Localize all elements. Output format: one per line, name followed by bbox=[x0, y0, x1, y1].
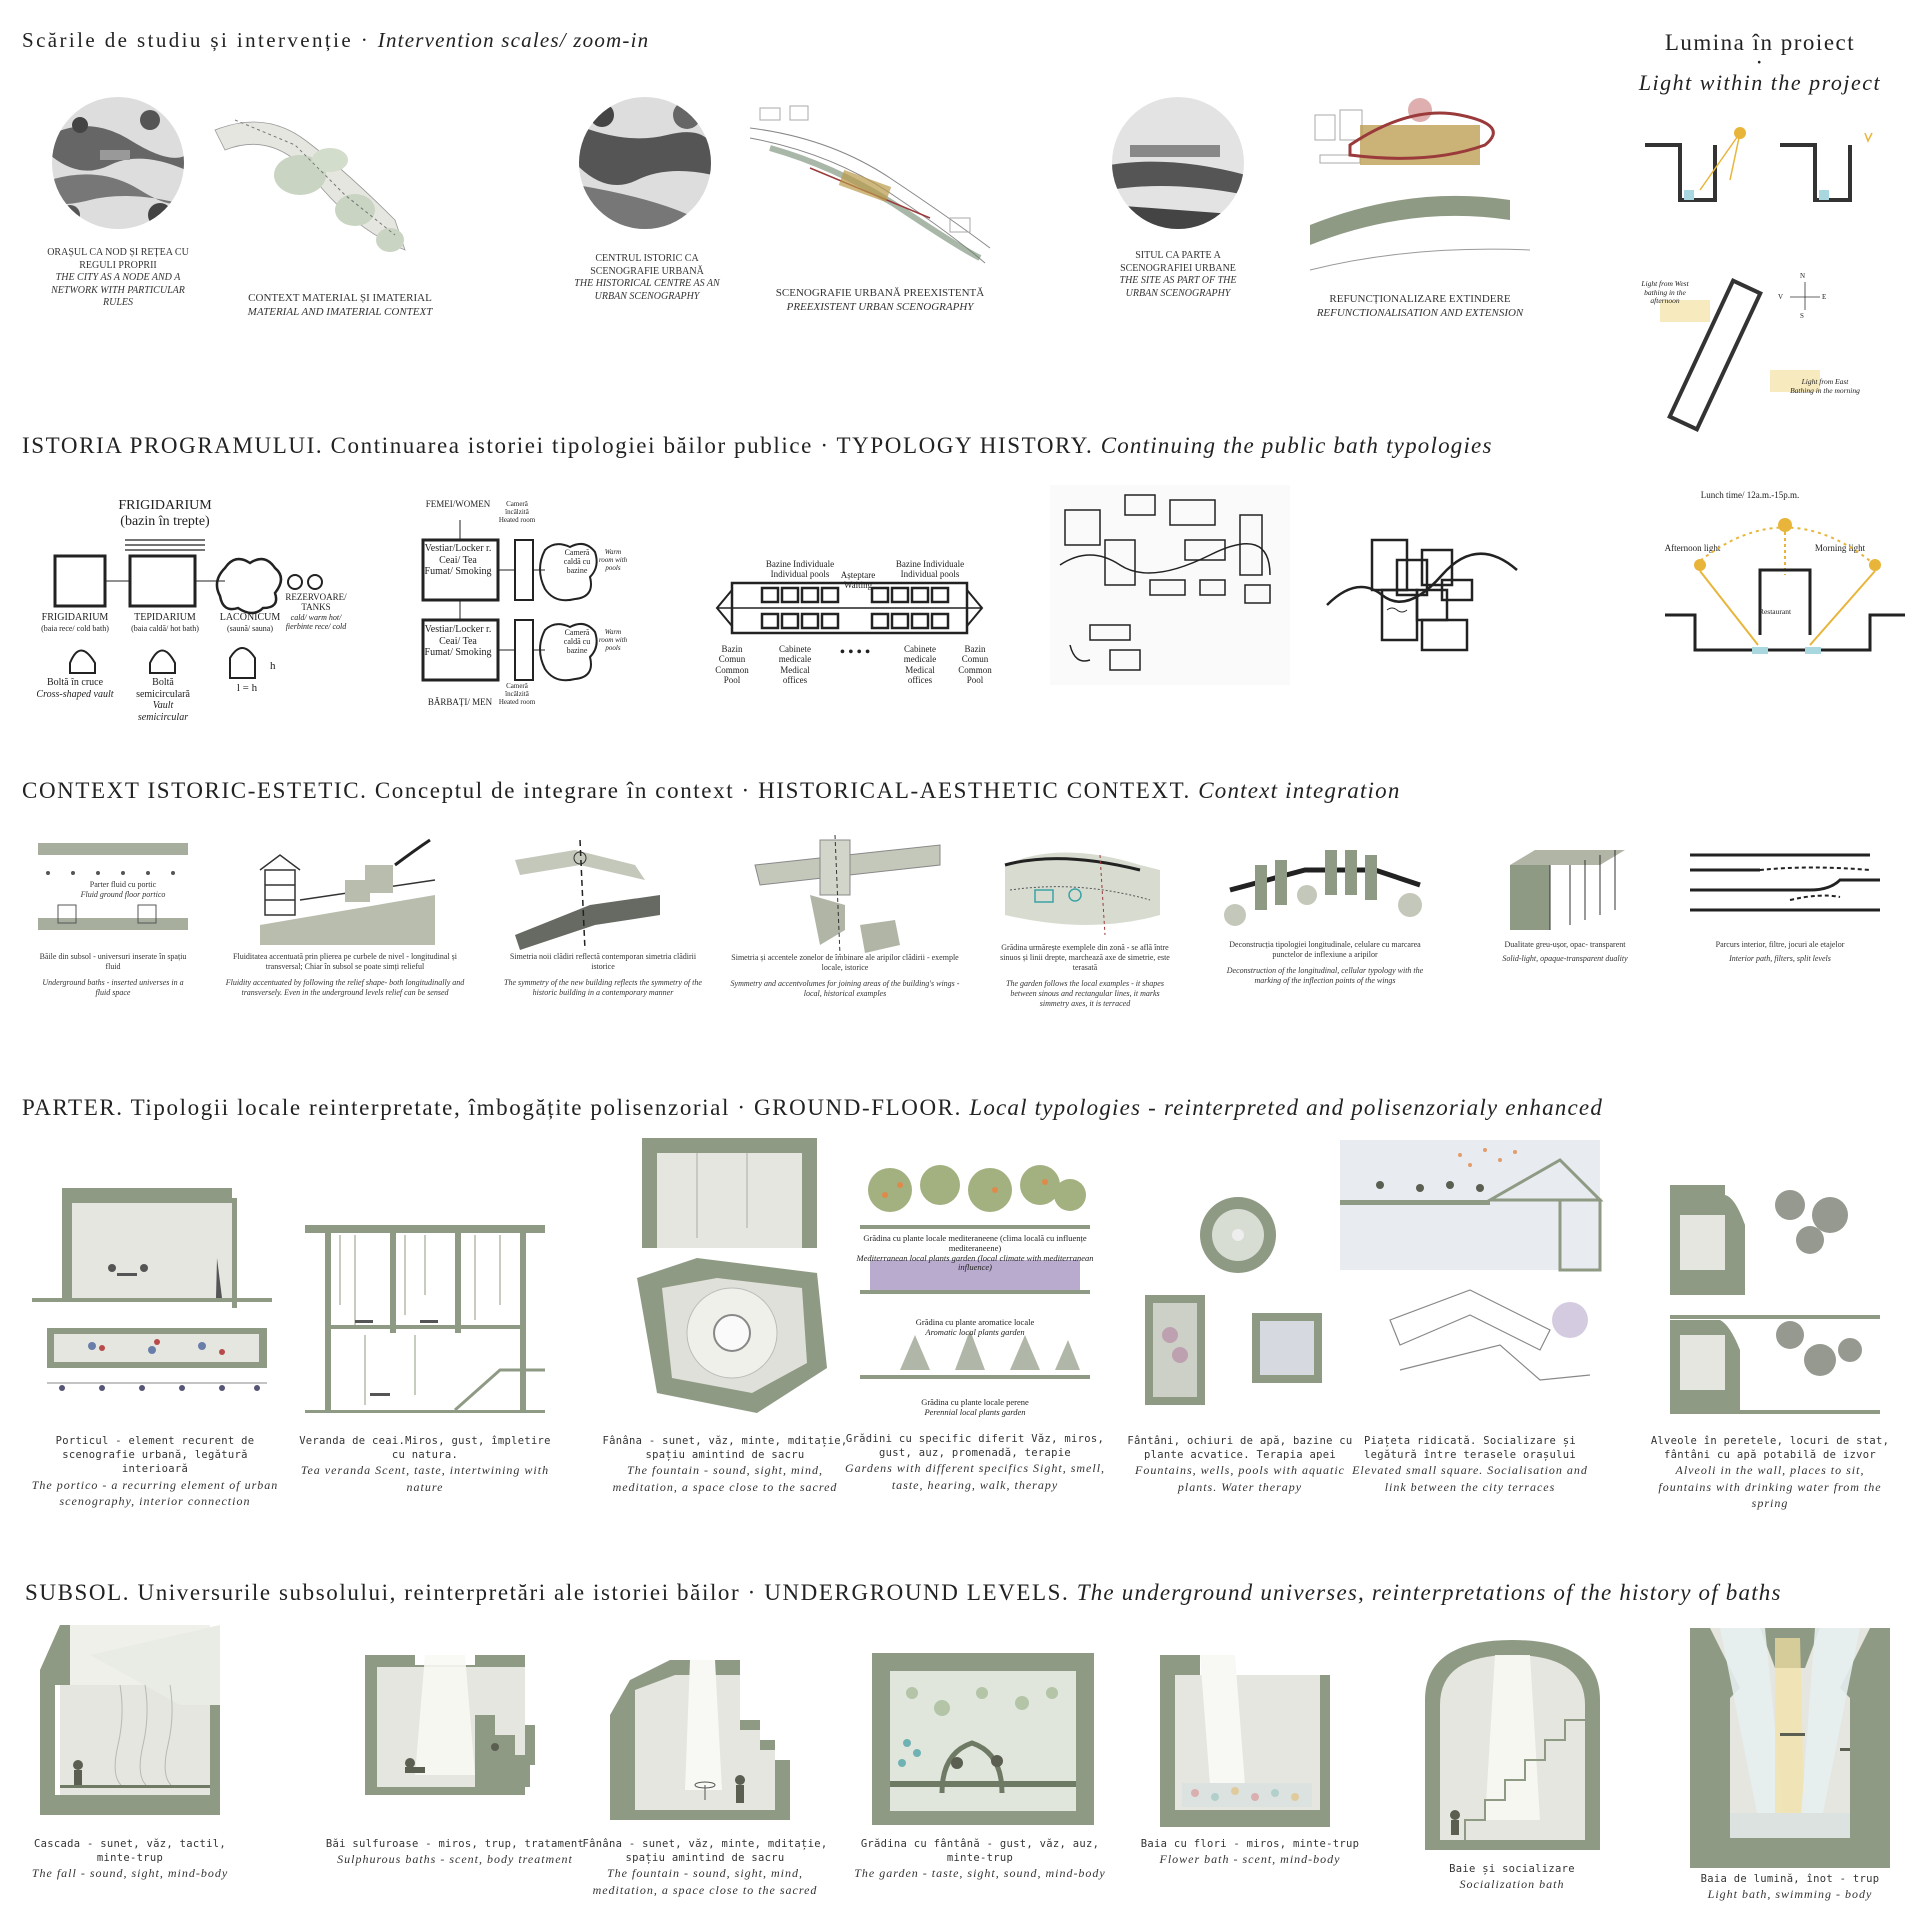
label-laconicum bbox=[215, 612, 285, 633]
caption-en: Solid-light, opaque-transparent duality bbox=[1502, 954, 1628, 963]
label-medical-offices-2: Cabinete medicale Medical offices bbox=[903, 644, 937, 686]
underground-social-bath-drawing bbox=[1425, 1640, 1600, 1850]
caption-ro: Grădina cu fântână - gust, văz, auz, minte-trup bbox=[860, 1838, 1100, 1865]
label-vestiar-1: Vestiar/Locker r. Ceai/ Tea Fumat/ Smoking bbox=[424, 543, 492, 577]
caption-ro: Grădina urmărește exemplele din zonă - se află între sinuos și linii drepte, marchează axe de simetrie, este terasată bbox=[1000, 943, 1170, 972]
aerial-photo-historic-centre bbox=[577, 95, 713, 231]
ground-alveoli-drawing bbox=[1670, 1185, 1880, 1420]
ground-caption-6 bbox=[1345, 1434, 1595, 1495]
caption-ro: SCENOGRAFIE URBANĂ PREEXISTENTĂ bbox=[775, 287, 985, 299]
refunctionalisation-plan bbox=[1310, 95, 1540, 275]
section-title-en-caps: HISTORICAL-AESTHETIC CONTEXT. bbox=[758, 778, 1191, 803]
label-afternoon-light: Afternoon light bbox=[1664, 543, 1721, 553]
label-individual-pools-2: Bazine Individuale Individual pools bbox=[895, 559, 965, 580]
underground-caption-2 bbox=[325, 1837, 585, 1867]
label-vestiar-2: Vestiar/Locker r. Ceai/ Tea Fumat/ Smoking bbox=[424, 624, 492, 658]
caption-en: The garden follows the local examples - it shapes between sinous and rectangular lines, it marks simmetry axes, it is terraced bbox=[1006, 979, 1164, 1008]
label: Boltă în cruce bbox=[46, 677, 104, 688]
label-waiting: Așteptare Waiting bbox=[840, 570, 876, 591]
label-warm-chamber-1: Cameră caldă cu bazine bbox=[563, 548, 591, 576]
light-title-ro: Lumina în proiect bbox=[1664, 30, 1856, 55]
label: Grădina cu plante locale mediteraneene (clima locală cu influențe mediteraneene) bbox=[863, 1233, 1087, 1253]
section-title-underground bbox=[25, 1580, 1782, 1606]
label-heated-room-2: Cameră încălzită Heated room bbox=[498, 682, 536, 707]
context-diagram-sketch bbox=[205, 100, 415, 280]
caption-en: The garden - taste, sight, sound, mind-body bbox=[854, 1866, 1106, 1881]
caption-ro: Baia de lumină, înot - trup bbox=[1700, 1873, 1880, 1885]
label-heated-room-1: Cameră încălzită Heated room bbox=[498, 500, 536, 525]
caption-en: Fountains, wells, pools with aquatic plants. Water therapy bbox=[1134, 1463, 1345, 1494]
label: Vault semicircular bbox=[137, 700, 189, 723]
label-frigidarium bbox=[35, 612, 115, 633]
context-diagram-deconstruction bbox=[1225, 845, 1425, 935]
caption-en: The portico - a recurring element of urban scenography, interior connection bbox=[31, 1477, 279, 1508]
section-title-en: Local typologies - reinterpreted and polisenzorialy enhanced bbox=[969, 1095, 1604, 1120]
compass-v: V bbox=[1778, 293, 1784, 301]
caption-en: Sulphurous baths - scent, body treatment bbox=[337, 1852, 573, 1867]
underground-sulphur-drawing bbox=[365, 1655, 555, 1820]
sketch-plan-1 bbox=[1050, 485, 1290, 685]
label: REZERVOARE/ TANKS bbox=[285, 592, 347, 613]
separator: · bbox=[729, 1095, 754, 1120]
caption-en: The fall - sound, sight, mind-body bbox=[31, 1866, 229, 1881]
context-caption-5 bbox=[995, 943, 1175, 1009]
section-title-en: Intervention scales/ zoom-in bbox=[377, 28, 650, 52]
caption-en: Flower bath - scent, mind-body bbox=[1159, 1852, 1341, 1867]
caption-en: THE SITE AS PART OF THE URBAN SCENOGRAPHY bbox=[1119, 275, 1237, 299]
caption-en: Gardens with different specifics Sight, smell, taste, hearing, walk, therapy bbox=[844, 1461, 1106, 1492]
caption-scale-3 bbox=[567, 253, 727, 303]
caption-ro: Băi sulfuroase - miros, trup, tratament bbox=[325, 1838, 585, 1850]
caption-ro: Fântâni, ochiuri de apă, bazine cu plante acvatice. Terapia apei bbox=[1127, 1435, 1353, 1462]
section-title-en-caps: UNDERGROUND LEVELS. bbox=[764, 1580, 1070, 1605]
context-caption-6 bbox=[1225, 940, 1425, 986]
context-diagram-duality bbox=[1505, 840, 1635, 940]
label: cald/ warm hot/ fierbinte rece/ cold bbox=[285, 612, 347, 631]
caption-en: Socialization bath bbox=[1459, 1877, 1565, 1892]
underground-fountain-drawing bbox=[610, 1660, 800, 1825]
label-lunch-time: Lunch time/ 12a.m.-15p.m. bbox=[1700, 490, 1800, 500]
label-warm-room-2: Warm room with pools bbox=[598, 628, 628, 653]
light-section-diagrams bbox=[1640, 125, 1890, 225]
label-femei: FEMEI/WOMEN bbox=[425, 499, 491, 509]
label: Grădina cu plante locale perene bbox=[921, 1397, 1029, 1407]
label: LACONICUM bbox=[219, 612, 281, 623]
label: (saună/ sauna) bbox=[227, 623, 273, 633]
label-warm-chamber-2: Cameră caldă cu bazine bbox=[563, 628, 591, 656]
underground-caption-3 bbox=[580, 1837, 830, 1898]
separator: · bbox=[353, 28, 378, 52]
section-title-ro: PARTER. Tipologii locale reinterpretate, îmbogățite polisenzorial bbox=[22, 1095, 730, 1120]
section-title-scales bbox=[22, 28, 649, 53]
caption-ro: Grădini cu specific diferit Văz, miros, gust, auz, promenadă, terapie bbox=[845, 1433, 1105, 1460]
caption-en: Deconstruction of the longitudinal, cellular typology with the marking of the inflection points of the wings bbox=[1226, 966, 1424, 985]
separator: · bbox=[740, 1580, 765, 1605]
label-individual-pools-1: Bazine Individuale Individual pools bbox=[765, 559, 835, 580]
caption-en: Elevated small square. Socialisation and link between the city terraces bbox=[1352, 1463, 1588, 1494]
label: Perennial local plants garden bbox=[924, 1406, 1026, 1417]
label-medical-offices-1: Cabinete medicale Medical offices bbox=[778, 644, 812, 686]
section-title-context bbox=[22, 778, 1401, 804]
caption-en: Alveoli in the wall, places to sit, fountains with drinking water from the spring bbox=[1658, 1463, 1882, 1510]
label-rezervoare bbox=[285, 592, 347, 631]
caption-ro: SITUL CA PARTE A SCENOGRAFIEI URBANE bbox=[1120, 250, 1236, 274]
label: FRIGIDARIUM bbox=[41, 612, 109, 623]
ground-caption-4 bbox=[840, 1432, 1110, 1493]
section-title-ro: ISTORIA PROGRAMULUI. Continuarea istoriei tipologiei băilor publice bbox=[22, 433, 813, 458]
context-caption-4 bbox=[730, 953, 960, 999]
caption-scale-6 bbox=[1305, 293, 1535, 321]
caption-en: REFUNCTIONALISATION AND EXTENSION bbox=[1316, 306, 1524, 319]
section-title-typology bbox=[22, 433, 1493, 459]
section-title-ground bbox=[22, 1095, 1603, 1121]
label: Aromatic local plants garden bbox=[925, 1326, 1025, 1337]
sketch-plan-2 bbox=[1322, 530, 1522, 660]
caption-en: The symmetry of the new building reflects the symmetry of the historic building in a contemporary manner bbox=[504, 978, 702, 997]
section-title-en: Continuing the public bath typologies bbox=[1100, 433, 1493, 458]
context-diagram-garden bbox=[1000, 845, 1170, 940]
ground-caption-5 bbox=[1120, 1434, 1360, 1495]
caption-ro: Deconstrucția tipologiei longitudinale, celulare cu marcarea punctelor de inflexiune a aripilor bbox=[1229, 940, 1421, 959]
context-caption-3 bbox=[498, 952, 708, 998]
caption-en: Tea veranda Scent, taste, intertwining with nature bbox=[300, 1463, 550, 1494]
underground-caption-5 bbox=[1140, 1837, 1360, 1867]
label: Boltă semicirculară bbox=[136, 677, 190, 700]
section-title-ro: SUBSOL. Universurile subsolului, reinterpretări ale istoriei băilor bbox=[25, 1580, 741, 1605]
light-title-en: Light within the project bbox=[1638, 70, 1882, 95]
ground-caption-3 bbox=[600, 1434, 850, 1495]
section-title-en: The underground universes, reinterpretations of the history of baths bbox=[1076, 1580, 1782, 1605]
label: (baia caldă/ hot bath) bbox=[131, 623, 199, 633]
compass-n: N bbox=[1800, 272, 1806, 280]
garden-label-1 bbox=[850, 1234, 1100, 1273]
ground-gardens-drawing bbox=[860, 1160, 1090, 1405]
label-bolta-semi bbox=[128, 677, 198, 723]
label: Grădina cu plante aromatice locale bbox=[915, 1317, 1035, 1327]
urban-scenography-map bbox=[750, 98, 990, 268]
label-barbati: BĂRBAȚI/ MEN bbox=[427, 697, 493, 707]
underground-garden-drawing bbox=[872, 1653, 1094, 1825]
ground-caption-2 bbox=[295, 1434, 555, 1495]
caption-ro: Dualitate greu-ușor, opac- transparent bbox=[1504, 940, 1626, 949]
caption-ro: Baia cu flori - miros, minte-trup bbox=[1140, 1838, 1360, 1850]
caption-scale-4 bbox=[750, 287, 1010, 315]
label-h: h bbox=[270, 660, 276, 672]
underground-caption-1 bbox=[20, 1837, 240, 1882]
caption-ro: Cascada - sunet, văz, tactil, minte-trup bbox=[33, 1838, 227, 1865]
garden-label-3 bbox=[850, 1398, 1100, 1418]
garden-label-2 bbox=[850, 1318, 1100, 1338]
label-light-west: Light from West bathing in the afternoon bbox=[1641, 279, 1689, 306]
label-lh: l = h bbox=[236, 682, 258, 694]
label: FRIGIDARIUM bbox=[118, 498, 212, 513]
caption-en: PREEXISTENT URBAN SCENOGRAPHY bbox=[786, 300, 974, 313]
label: Mediterranean local plants garden (local climate with mediterranean influence) bbox=[856, 1252, 1094, 1273]
section-title-en-caps: TYPOLOGY HISTORY. bbox=[836, 433, 1094, 458]
compass-e: E bbox=[1822, 293, 1827, 301]
label-restaurant: Restaurant bbox=[1758, 607, 1792, 616]
caption-en: Light bath, swimming - body bbox=[1707, 1887, 1873, 1902]
label-dots: • • • • bbox=[839, 645, 871, 660]
ground-elevated-square-drawing bbox=[1340, 1140, 1600, 1415]
ground-water-features-drawing bbox=[1140, 1195, 1340, 1425]
label-tepidarium bbox=[120, 612, 210, 633]
context-diagram-wings bbox=[750, 835, 940, 960]
caption-scale-1 bbox=[38, 247, 198, 310]
caption-en: Fluidity accentuated by following the relief shape- both longitudinally and transversely. Even in the underground levels relief can be sensed bbox=[225, 978, 465, 997]
underground-flower-bath-drawing bbox=[1160, 1655, 1340, 1827]
caption-en: MATERIAL AND IMATERIAL CONTEXT bbox=[247, 305, 433, 318]
underground-caption-7 bbox=[1680, 1872, 1900, 1902]
ground-fountain-drawing bbox=[637, 1138, 827, 1413]
underground-caption-6 bbox=[1402, 1862, 1622, 1892]
caption-en: Fluid ground floor portico bbox=[80, 890, 166, 899]
context-diagram-interior-path bbox=[1690, 845, 1880, 930]
caption-en: THE CITY AS A NODE AND A NETWORK WITH PARTICULAR RULES bbox=[51, 272, 185, 308]
section-title-ro: CONTEXT ISTORIC-ESTETIC. Conceptul de integrare în context bbox=[22, 778, 735, 803]
label-common-pool-2: Bazin Comun Common Pool bbox=[958, 644, 992, 686]
caption-ro: REFUNCȚIONALIZARE EXTINDERE bbox=[1329, 293, 1511, 305]
label: Cross-shaped vault bbox=[36, 688, 114, 700]
caption-ro: CENTRUL ISTORIC CA SCENOGRAFIE URBANĂ bbox=[590, 253, 704, 277]
caption-en: Underground baths - inserted universes in a fluid space bbox=[42, 978, 184, 997]
caption-en: The fountain - sound, sight, mind, meditation, a space close to the sacred bbox=[592, 1866, 818, 1897]
caption-ro: Simetria și accentele zonelor de îmbinare ale aripilor clădirii - exemple locale, istorice bbox=[731, 953, 959, 972]
label-common-pool-1: Bazin Comun Common Pool bbox=[715, 644, 749, 686]
light-title bbox=[1615, 30, 1905, 96]
caption-ro: Parcurs interior, filtre, jocuri ale etajelor bbox=[1715, 940, 1845, 949]
aerial-photo-city bbox=[50, 95, 186, 231]
roman-bath-plan bbox=[50, 538, 350, 738]
context-diagram-symmetry bbox=[515, 840, 675, 950]
caption-ro: Veranda de ceai.Miros, gust, împletire cu natura. bbox=[299, 1435, 551, 1462]
caption-en: Symmetry and accentvolumes for joining areas of the building's wings - local, historical examples bbox=[730, 979, 960, 998]
caption-ro: Fânâna - sunet, văz, minte, mditație, spațiu amintind de sacru bbox=[582, 1838, 828, 1865]
separator: · bbox=[1755, 50, 1765, 75]
section-title-en: Context integration bbox=[1198, 778, 1401, 803]
ground-portico-drawing bbox=[32, 1188, 272, 1413]
caption-scale-5 bbox=[1103, 250, 1253, 300]
caption-scale-2 bbox=[225, 292, 455, 320]
caption-ro: Fluiditatea accentuată prin plierea pe curbele de nivel - longitudinal și transversal; Chiar în subsol se poate simți relieful bbox=[233, 952, 457, 971]
caption-ro: Parter fluid cu portic bbox=[89, 880, 157, 889]
caption-ro: Alveole în peretele, locuri de stat, fântâni cu apă potabilă de izvor bbox=[1650, 1435, 1890, 1462]
section-title-en-caps: GROUND-FLOOR. bbox=[753, 1095, 962, 1120]
label: TEPIDARIUM bbox=[134, 612, 196, 623]
caption-ro: Fânâna - sunet, văz, minte, mditație, spațiu amintind de sacru bbox=[602, 1435, 848, 1462]
frigidarium-top bbox=[100, 498, 230, 530]
context-caption-7 bbox=[1480, 940, 1650, 964]
underground-caption-4 bbox=[850, 1837, 1110, 1882]
caption-ro: Simetria noii clădiri reflectă contemporan simetria clădirii istorice bbox=[509, 952, 697, 971]
label-light-east: Light from East Bathing in the morning bbox=[1790, 377, 1860, 395]
context-caption-1 bbox=[38, 952, 188, 998]
context-caption-2 bbox=[215, 952, 475, 998]
label-morning-light: Morning light bbox=[1814, 543, 1866, 553]
underground-waterfall-drawing bbox=[30, 1625, 220, 1825]
caption-ro: Piațeta ridicată. Socializare și legătură între terasele orașului bbox=[1364, 1435, 1576, 1462]
label-bolta-cruce bbox=[30, 677, 120, 700]
caption-en: The fountain - sound, sight, mind, meditation, a space close to the sacred bbox=[612, 1463, 838, 1494]
caption-ro: ORAȘUL CA NOD ȘI REȚEA CU REGULI PROPRII bbox=[47, 247, 189, 271]
separator: · bbox=[734, 778, 759, 803]
context-caption-1a bbox=[78, 880, 168, 900]
caption-ro: Baie și socializare bbox=[1449, 1863, 1575, 1875]
caption-ro: CONTEXT MATERIAL ȘI IMATERIAL bbox=[248, 292, 432, 304]
ground-caption-7 bbox=[1650, 1434, 1890, 1511]
aerial-photo-site bbox=[1110, 95, 1246, 231]
caption-ro: Băile din subsol - universuri inserate în spațiu fluid bbox=[39, 952, 187, 971]
ground-veranda-drawing bbox=[305, 1225, 545, 1415]
caption-en: THE HISTORICAL CENTRE AS AN URBAN SCENOGRAPHY bbox=[574, 278, 720, 302]
compass-s: S bbox=[1800, 312, 1804, 320]
section-title-ro: Scările de studiu și intervenție bbox=[22, 28, 354, 52]
sun-path-section bbox=[1660, 505, 1910, 660]
separator: · bbox=[812, 433, 837, 458]
context-diagram-relief bbox=[255, 840, 435, 950]
underground-light-bath-drawing bbox=[1690, 1628, 1890, 1868]
context-caption-8 bbox=[1680, 940, 1880, 964]
caption-ro: Porticul - element recurent de scenografie urbană, legătură interioară bbox=[55, 1435, 255, 1476]
label: (baia rece/ cold bath) bbox=[41, 623, 109, 633]
label: (bazin în trepte) bbox=[120, 514, 210, 529]
label-warm-room-1: Warm room with pools bbox=[598, 548, 628, 573]
caption-en: Interior path, filters, split levels bbox=[1729, 954, 1831, 963]
ground-caption-1 bbox=[30, 1434, 280, 1509]
